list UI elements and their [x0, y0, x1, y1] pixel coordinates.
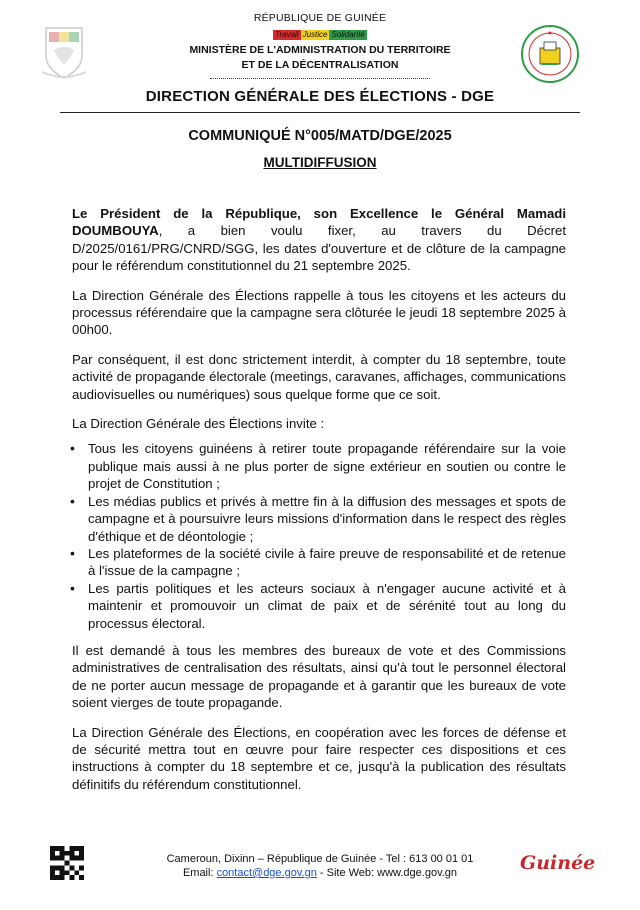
national-emblem-icon [40, 24, 88, 82]
communique-number: COMMUNIQUÉ N°005/MATD/DGE/2025 [188, 128, 452, 144]
website-text: - Site Web: www.dge.gov.gn [316, 867, 458, 879]
communique-body [72, 205, 566, 805]
footer-address: Cameroun, Dixinn – République de Guinée - Tel : 613 00 01 01 [166, 853, 474, 865]
paragraph-2: La Direction Générale des Élections rappelle à tous les citoyens et les acteurs du processus référendaire que la campagne sera clôturée le jeudi 18 septembre 2025 à 00h00. [72, 287, 566, 338]
paragraph-3: Par conséquent, il est donc strictement interdit, à compter du 18 septembre, toute activité de propagande électorale (meetings, caravanes, affichages, communications audiovisuelles ou numériques) sous quelque forme que ce soit. [72, 351, 566, 402]
motto-word-travail: Travail [275, 30, 299, 39]
dge-logo-icon [520, 24, 580, 84]
list-item: • Les plateformes de la société civile à faire preuve de responsabilité et de retenue à l'issue de la campagne ; [72, 545, 566, 580]
email-link[interactable]: contact@dge.gov.gn [216, 867, 317, 879]
invite-list [72, 440, 566, 631]
paragraph-1 [72, 205, 566, 275]
header-rule [60, 112, 580, 113]
list-item: • Les médias publics et privés à mettre fin à la diffusion des messages et spots de campagne et à poursuivre leurs missions d'information dans le respect des règles d'éthique et de déontologie ; [72, 493, 566, 545]
email-label: Email: [182, 867, 217, 879]
paragraph-5: La Direction Générale des Élections, en coopération avec les forces de défense et de sécurité mettra tout en œuvre pour faire respecter ces dispositions et ces instructions à compter du 18 septembre et ce, jusqu'à la publication des résultats définitifs du référendum constitutionnel. [72, 724, 566, 792]
subtitle-text: MULTIDIFFUSION [263, 155, 377, 170]
dotted-separator [210, 78, 430, 79]
direction-title: DIRECTION GÉNÉRALE DES ÉLECTIONS - DGE [145, 88, 495, 105]
list-item: • Tous les citoyens guinéens à retirer toute propagande référendaire sur la voie publique mais aussi à ne plus porter de signe extérieur en soutien ou contre le projet de Constitution ; [72, 440, 566, 492]
motto-word-solidarite: Solidarité [331, 30, 365, 39]
subtitle [0, 155, 640, 170]
paragraph-4: Il est demandé à tous les membres des bureaux de vote et des Commissions administratives de centralisation des résultats, ainsi qu'à tout le personnel électoral de ne porter aucun message de propagande et à garantir que les bureaux de vote soient vierges de toute propagande. [72, 642, 566, 711]
ministry-line-2: ET DE LA DÉCENTRALISATION [241, 59, 399, 71]
invite-line: La Direction Générale des Élections invite : [72, 416, 325, 432]
ministry-line-1: MINISTÈRE DE L'ADMINISTRATION DU TERRITOIRE [189, 44, 451, 56]
national-motto [273, 30, 367, 40]
republic-name: RÉPUBLIQUE DE GUINÉE [253, 12, 387, 24]
list-item: • Les partis politiques et les acteurs sociaux à n'engager aucune activité et à maintenir et promouvoir un climat de paix et de sérénité tout au long du processus électoral. [72, 580, 566, 632]
motto-word-justice: Justice [302, 30, 328, 39]
paragraph-1-rest: , a bien voulu fixer, au travers du Décret D/2025/0161/PRG/CNRD/SGG, les dates d'ouverture et de clôture de la campagne pour le référendum constitutionnel du 21 septembre 2025. [72, 223, 566, 274]
guinee-brand-logo: Guinée [520, 852, 596, 874]
paragraph-1-bold: Le Président de la République, son Excellence le Général Mamadi DOUMBOUYA [72, 206, 566, 239]
